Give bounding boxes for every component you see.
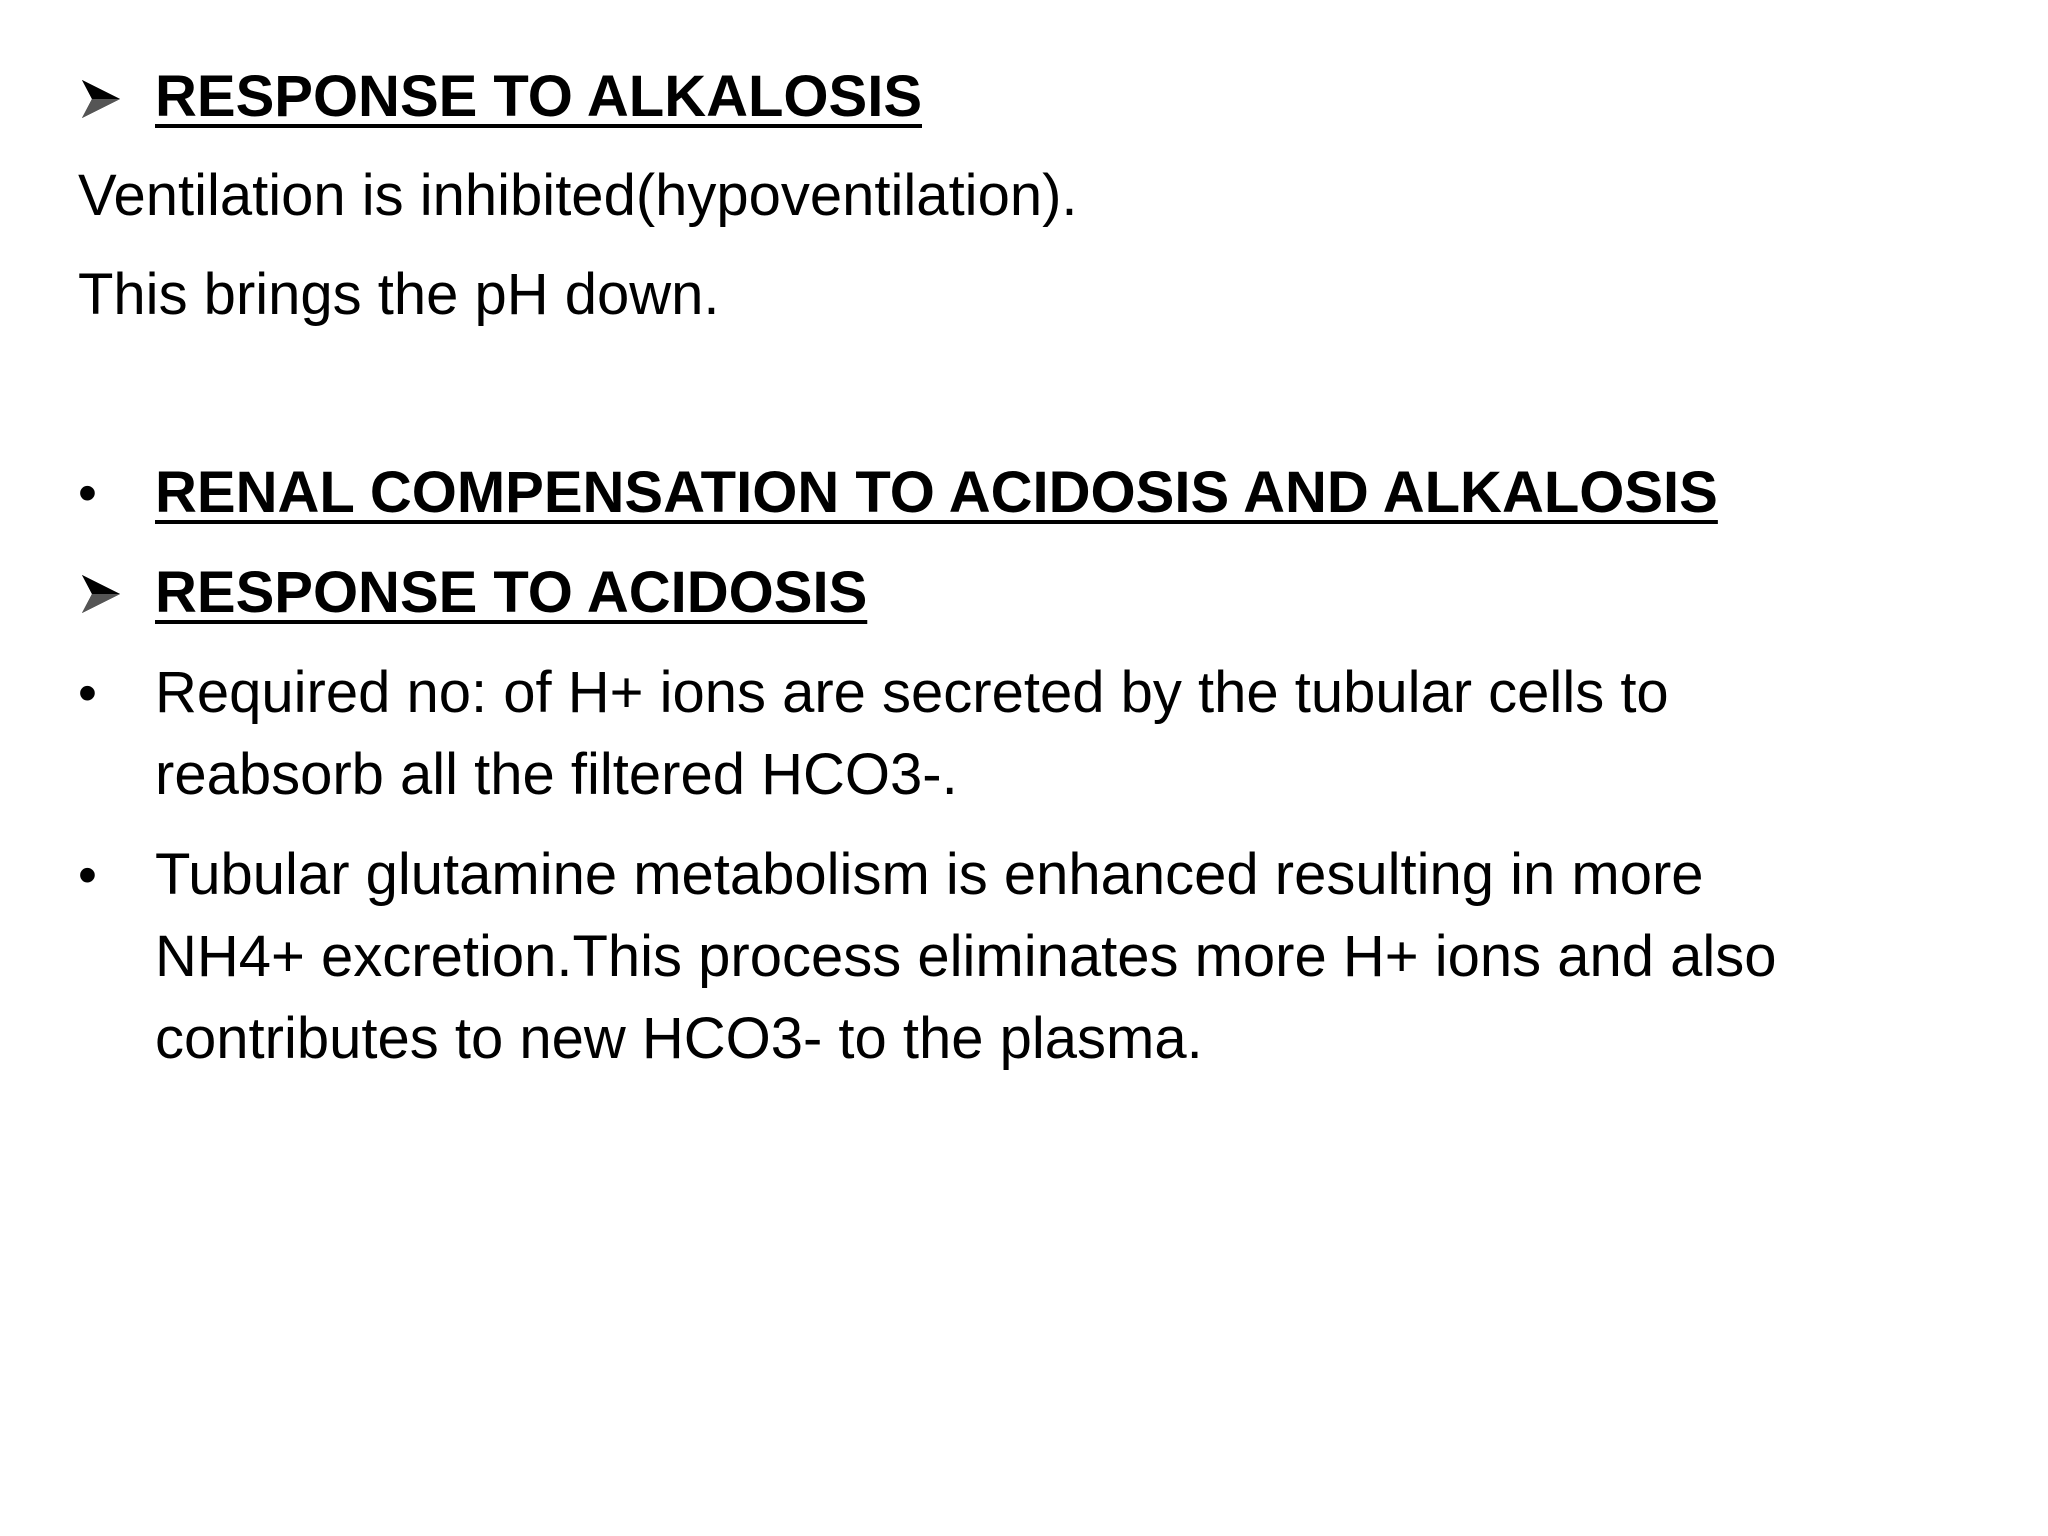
heading-renal-compensation: RENAL COMPENSATION TO ACIDOSIS AND ALKALOSIS (155, 460, 1718, 525)
arrow-bullet-icon (78, 553, 124, 617)
paragraph-line: Ventilation is inhibited(hypoventilation). (78, 163, 1078, 228)
bullet-text-line: reabsorb all the filtered HCO3-. (155, 742, 958, 807)
bullet-dot: • (78, 463, 97, 523)
bullet-dot: • (78, 845, 97, 905)
bullet-text-line: Required no: of H+ ions are secreted by the tubular cells to (155, 660, 1669, 725)
bullet-text-line: NH4+ excretion.This process eliminates more H+ ions and also (155, 924, 1777, 989)
bullet-text-line: Tubular glutamine metabolism is enhanced resulting in more (155, 842, 1704, 907)
heading-response-to-acidosis: RESPONSE TO ACIDOSIS (155, 560, 868, 625)
heading-response-to-alkalosis: RESPONSE TO ALKALOSIS (155, 64, 922, 129)
bullet-dot: • (78, 663, 97, 723)
bullet-text-line: contributes to new HCO3- to the plasma. (155, 1006, 1203, 1071)
paragraph-line: This brings the pH down. (78, 262, 720, 327)
arrow-bullet-icon (78, 58, 124, 122)
